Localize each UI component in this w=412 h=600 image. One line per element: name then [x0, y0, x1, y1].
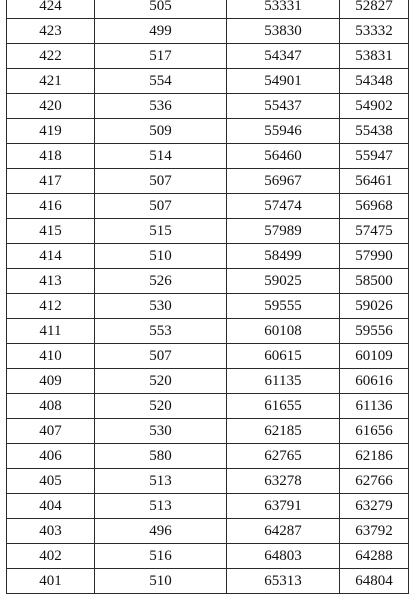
- cumulative-lower-cell: 60616: [340, 369, 409, 394]
- cumulative-lower-cell: 54348: [340, 69, 409, 94]
- cumulative-lower-cell: 59026: [340, 294, 409, 319]
- table-row: [7, 144, 409, 169]
- score-cell: 408: [7, 394, 95, 419]
- count-cell: 513: [95, 469, 227, 494]
- cumulative-lower-cell: 64288: [340, 544, 409, 569]
- table-row: [7, 94, 409, 119]
- cumulative-lower-cell: 53831: [340, 44, 409, 69]
- table-row: [7, 569, 409, 594]
- cumulative-lower-cell: 55947: [340, 144, 409, 169]
- score-table-body: [7, 0, 409, 594]
- cumulative-upper-cell: 54901: [227, 69, 340, 94]
- cumulative-upper-cell: 55437: [227, 94, 340, 119]
- count-cell: 507: [95, 344, 227, 369]
- cumulative-lower-cell: 54902: [340, 94, 409, 119]
- score-cell: 410: [7, 344, 95, 369]
- cumulative-upper-cell: 55946: [227, 119, 340, 144]
- cumulative-lower-cell: 56461: [340, 169, 409, 194]
- cumulative-upper-cell: 59555: [227, 294, 340, 319]
- table-row: [7, 419, 409, 444]
- score-cell: 418: [7, 144, 95, 169]
- count-cell: 513: [95, 494, 227, 519]
- score-cell: 413: [7, 269, 95, 294]
- score-cell: 403: [7, 519, 95, 544]
- count-cell: 526: [95, 269, 227, 294]
- table-row: [7, 394, 409, 419]
- count-cell: 510: [95, 244, 227, 269]
- count-cell: 536: [95, 94, 227, 119]
- count-cell: 510: [95, 569, 227, 594]
- score-cell: 401: [7, 569, 95, 594]
- table-row: [7, 469, 409, 494]
- cumulative-upper-cell: 64287: [227, 519, 340, 544]
- count-cell: 530: [95, 294, 227, 319]
- cumulative-lower-cell: 58500: [340, 269, 409, 294]
- cumulative-upper-cell: 57474: [227, 194, 340, 219]
- cumulative-upper-cell: 63278: [227, 469, 340, 494]
- score-table-container: [6, 0, 408, 594]
- cumulative-upper-cell: 53830: [227, 19, 340, 44]
- cumulative-upper-cell: 57989: [227, 219, 340, 244]
- cumulative-upper-cell: 63791: [227, 494, 340, 519]
- score-cell: 421: [7, 69, 95, 94]
- table-row: [7, 169, 409, 194]
- count-cell: 554: [95, 69, 227, 94]
- cumulative-lower-cell: 57475: [340, 219, 409, 244]
- cumulative-lower-cell: 52827: [340, 0, 409, 19]
- score-cell: 407: [7, 419, 95, 444]
- score-cell: 423: [7, 19, 95, 44]
- score-cell: 414: [7, 244, 95, 269]
- cumulative-upper-cell: 61135: [227, 369, 340, 394]
- table-row: [7, 44, 409, 69]
- count-cell: 553: [95, 319, 227, 344]
- score-cell: 412: [7, 294, 95, 319]
- cumulative-lower-cell: 64804: [340, 569, 409, 594]
- cumulative-upper-cell: 56460: [227, 144, 340, 169]
- table-row: [7, 294, 409, 319]
- cumulative-upper-cell: 61655: [227, 394, 340, 419]
- table-row: [7, 219, 409, 244]
- cumulative-upper-cell: 56967: [227, 169, 340, 194]
- cumulative-lower-cell: 56968: [340, 194, 409, 219]
- cumulative-lower-cell: 62766: [340, 469, 409, 494]
- count-cell: 514: [95, 144, 227, 169]
- table-row: [7, 69, 409, 94]
- table-row: [7, 0, 409, 19]
- table-row: [7, 194, 409, 219]
- score-cell: 404: [7, 494, 95, 519]
- cumulative-lower-cell: 60109: [340, 344, 409, 369]
- table-row: [7, 519, 409, 544]
- count-cell: 580: [95, 444, 227, 469]
- cumulative-upper-cell: 53331: [227, 0, 340, 19]
- score-cell: 405: [7, 469, 95, 494]
- count-cell: 507: [95, 169, 227, 194]
- table-row: [7, 244, 409, 269]
- count-cell: 499: [95, 19, 227, 44]
- count-cell: 520: [95, 394, 227, 419]
- count-cell: 496: [95, 519, 227, 544]
- cumulative-upper-cell: 60615: [227, 344, 340, 369]
- cumulative-lower-cell: 57990: [340, 244, 409, 269]
- score-cell: 411: [7, 319, 95, 344]
- cumulative-lower-cell: 61136: [340, 394, 409, 419]
- count-cell: 505: [95, 0, 227, 19]
- count-cell: 507: [95, 194, 227, 219]
- score-cell: 406: [7, 444, 95, 469]
- count-cell: 530: [95, 419, 227, 444]
- table-row: [7, 544, 409, 569]
- cumulative-upper-cell: 64803: [227, 544, 340, 569]
- cumulative-upper-cell: 60108: [227, 319, 340, 344]
- score-cell: 416: [7, 194, 95, 219]
- cumulative-lower-cell: 53332: [340, 19, 409, 44]
- cumulative-lower-cell: 59556: [340, 319, 409, 344]
- table-row: [7, 119, 409, 144]
- cumulative-upper-cell: 59025: [227, 269, 340, 294]
- score-cell: 419: [7, 119, 95, 144]
- cumulative-lower-cell: 61656: [340, 419, 409, 444]
- cumulative-lower-cell: 62186: [340, 444, 409, 469]
- score-cell: 417: [7, 169, 95, 194]
- count-cell: 509: [95, 119, 227, 144]
- cumulative-lower-cell: 55438: [340, 119, 409, 144]
- count-cell: 517: [95, 44, 227, 69]
- cumulative-upper-cell: 65313: [227, 569, 340, 594]
- cumulative-upper-cell: 54347: [227, 44, 340, 69]
- table-row: [7, 494, 409, 519]
- score-cell: 402: [7, 544, 95, 569]
- table-row: [7, 344, 409, 369]
- score-cell: 409: [7, 369, 95, 394]
- table-row: [7, 369, 409, 394]
- count-cell: 515: [95, 219, 227, 244]
- table-row: [7, 19, 409, 44]
- count-cell: 520: [95, 369, 227, 394]
- cumulative-upper-cell: 62185: [227, 419, 340, 444]
- table-row: [7, 319, 409, 344]
- score-table: [6, 0, 409, 594]
- count-cell: 516: [95, 544, 227, 569]
- table-row: [7, 444, 409, 469]
- table-row: [7, 269, 409, 294]
- cumulative-upper-cell: 62765: [227, 444, 340, 469]
- cumulative-lower-cell: 63792: [340, 519, 409, 544]
- score-cell: 420: [7, 94, 95, 119]
- score-cell: 422: [7, 44, 95, 69]
- cumulative-lower-cell: 63279: [340, 494, 409, 519]
- cumulative-upper-cell: 58499: [227, 244, 340, 269]
- score-cell: 415: [7, 219, 95, 244]
- score-cell: 424: [7, 0, 95, 19]
